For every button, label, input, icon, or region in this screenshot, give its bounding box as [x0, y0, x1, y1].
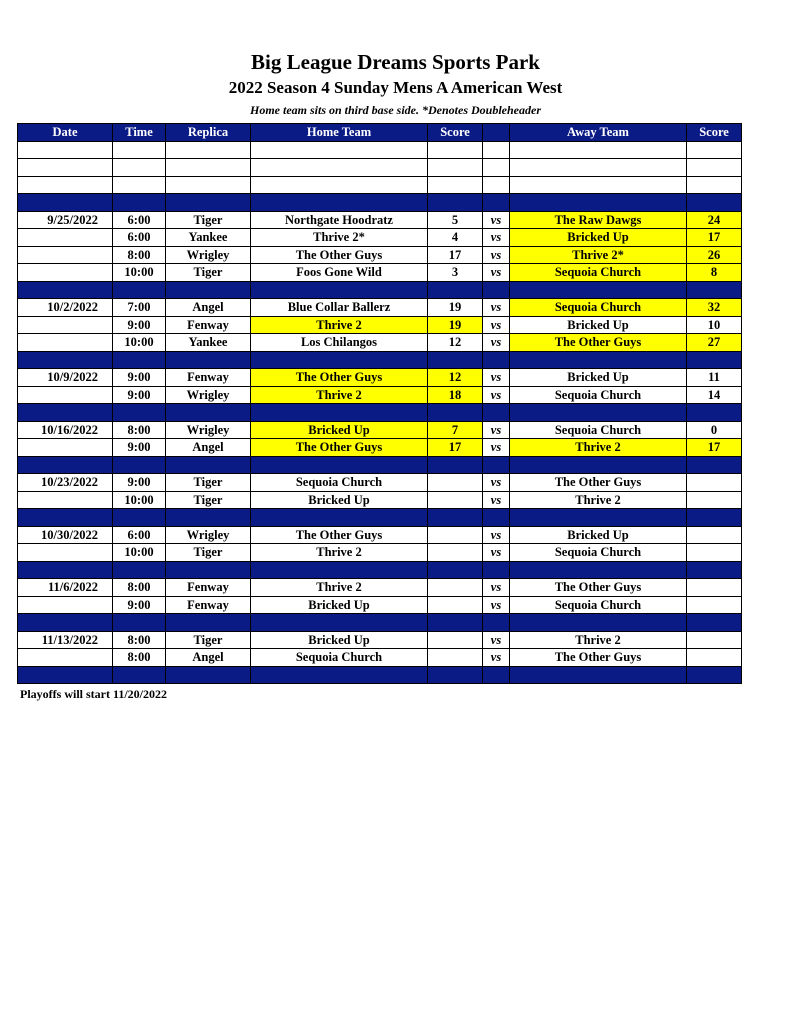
game-row	[18, 316, 742, 334]
game-field: Fenway	[166, 596, 251, 614]
empty-cell	[18, 456, 113, 474]
game-time: 10:00	[113, 334, 166, 352]
empty-cell	[166, 614, 251, 632]
empty-cell	[428, 509, 483, 527]
away-team: Thrive 2	[510, 439, 687, 457]
home-score	[428, 631, 483, 649]
game-time: 9:00	[113, 316, 166, 334]
empty-cell	[428, 456, 483, 474]
game-date: 10/23/2022	[18, 474, 113, 492]
away-score: 11	[687, 369, 742, 387]
game-date	[18, 439, 113, 457]
away-score: 0	[687, 421, 742, 439]
home-score	[428, 649, 483, 667]
away-score	[687, 526, 742, 544]
empty-cell	[483, 176, 510, 194]
empty-cell	[18, 666, 113, 684]
empty-cell	[251, 351, 428, 369]
home-team: The Other Guys	[251, 246, 428, 264]
vs-label: vs	[483, 491, 510, 509]
header-row	[18, 124, 742, 142]
empty-cell	[428, 281, 483, 299]
empty-cell	[428, 159, 483, 177]
vs-label: vs	[483, 386, 510, 404]
game-date	[18, 491, 113, 509]
empty-cell	[483, 561, 510, 579]
game-row	[18, 369, 742, 387]
blank-row	[18, 141, 742, 159]
away-score	[687, 544, 742, 562]
away-score: 10	[687, 316, 742, 334]
game-time: 6:00	[113, 526, 166, 544]
game-date: 10/9/2022	[18, 369, 113, 387]
empty-cell	[166, 159, 251, 177]
empty-cell	[510, 351, 687, 369]
empty-cell	[483, 666, 510, 684]
game-field: Tiger	[166, 474, 251, 492]
empty-cell	[18, 509, 113, 527]
home-team: Los Chilangos	[251, 334, 428, 352]
game-date	[18, 596, 113, 614]
empty-cell	[510, 614, 687, 632]
away-team: Bricked Up	[510, 526, 687, 544]
empty-cell	[251, 141, 428, 159]
empty-cell	[113, 159, 166, 177]
page-subtitle: 2022 Season 4 Sunday Mens A American West	[228, 78, 563, 97]
home-score	[428, 544, 483, 562]
empty-cell	[113, 456, 166, 474]
vs-label: vs	[483, 544, 510, 562]
vs-label: vs	[483, 369, 510, 387]
empty-cell	[483, 351, 510, 369]
vs-label: vs	[483, 474, 510, 492]
empty-cell	[251, 404, 428, 422]
home-score: 12	[428, 369, 483, 387]
page-title: Big League Dreams Sports Park	[251, 50, 540, 74]
away-team: Sequoia Church	[510, 264, 687, 282]
game-row	[18, 474, 742, 492]
empty-cell	[251, 456, 428, 474]
game-time: 10:00	[113, 544, 166, 562]
home-score: 3	[428, 264, 483, 282]
away-score: 26	[687, 246, 742, 264]
empty-cell	[251, 561, 428, 579]
empty-cell	[251, 194, 428, 212]
home-score: 19	[428, 316, 483, 334]
empty-cell	[510, 281, 687, 299]
vs-label: vs	[483, 246, 510, 264]
game-field: Tiger	[166, 264, 251, 282]
col-home-score: Score	[428, 124, 483, 142]
empty-cell	[251, 614, 428, 632]
empty-cell	[428, 404, 483, 422]
home-team: Sequoia Church	[251, 474, 428, 492]
empty-cell	[251, 666, 428, 684]
empty-cell	[687, 404, 742, 422]
empty-cell	[483, 509, 510, 527]
empty-cell	[510, 141, 687, 159]
game-date	[18, 264, 113, 282]
away-team: Sequoia Church	[510, 386, 687, 404]
game-row	[18, 631, 742, 649]
game-field: Fenway	[166, 369, 251, 387]
empty-cell	[687, 614, 742, 632]
game-time: 10:00	[113, 491, 166, 509]
vs-label: vs	[483, 439, 510, 457]
game-date: 11/6/2022	[18, 579, 113, 597]
game-field: Angel	[166, 649, 251, 667]
empty-cell	[687, 561, 742, 579]
empty-cell	[113, 561, 166, 579]
home-score	[428, 491, 483, 509]
away-team: Thrive 2	[510, 491, 687, 509]
game-field: Yankee	[166, 229, 251, 247]
empty-cell	[113, 509, 166, 527]
home-score	[428, 579, 483, 597]
game-time: 9:00	[113, 386, 166, 404]
game-date	[18, 334, 113, 352]
empty-cell	[510, 666, 687, 684]
schedule-note: Home team sits on third base side. *Denotes Doubleheader	[250, 103, 541, 117]
empty-cell	[428, 176, 483, 194]
empty-cell	[483, 456, 510, 474]
vs-label: vs	[483, 229, 510, 247]
away-score: 27	[687, 334, 742, 352]
home-score: 17	[428, 246, 483, 264]
game-row	[18, 439, 742, 457]
game-time: 10:00	[113, 264, 166, 282]
game-field: Fenway	[166, 316, 251, 334]
empty-cell	[428, 141, 483, 159]
empty-cell	[483, 614, 510, 632]
game-row	[18, 649, 742, 667]
home-score: 19	[428, 299, 483, 317]
empty-cell	[510, 509, 687, 527]
game-time: 9:00	[113, 596, 166, 614]
home-team: Thrive 2*	[251, 229, 428, 247]
game-row	[18, 596, 742, 614]
empty-cell	[18, 561, 113, 579]
separator-band	[18, 351, 742, 369]
game-date: 10/30/2022	[18, 526, 113, 544]
empty-cell	[166, 509, 251, 527]
empty-cell	[18, 351, 113, 369]
away-team: The Raw Dawgs	[510, 211, 687, 229]
empty-cell	[687, 666, 742, 684]
game-field: Tiger	[166, 211, 251, 229]
home-team: Bricked Up	[251, 421, 428, 439]
vs-label: vs	[483, 316, 510, 334]
vs-label: vs	[483, 421, 510, 439]
away-score: 17	[687, 229, 742, 247]
vs-label: vs	[483, 649, 510, 667]
empty-cell	[166, 176, 251, 194]
empty-cell	[166, 194, 251, 212]
game-time: 8:00	[113, 246, 166, 264]
home-team: Blue Collar Ballerz	[251, 299, 428, 317]
empty-cell	[166, 281, 251, 299]
game-field: Fenway	[166, 579, 251, 597]
away-team: The Other Guys	[510, 649, 687, 667]
away-team: Thrive 2*	[510, 246, 687, 264]
game-date	[18, 386, 113, 404]
away-team: Sequoia Church	[510, 421, 687, 439]
game-time: 8:00	[113, 631, 166, 649]
empty-cell	[483, 159, 510, 177]
away-team: Bricked Up	[510, 316, 687, 334]
away-team: Bricked Up	[510, 369, 687, 387]
away-team: Bricked Up	[510, 229, 687, 247]
game-time: 6:00	[113, 229, 166, 247]
empty-cell	[687, 281, 742, 299]
game-field: Tiger	[166, 491, 251, 509]
empty-cell	[251, 159, 428, 177]
empty-cell	[687, 351, 742, 369]
empty-cell	[251, 509, 428, 527]
empty-cell	[687, 141, 742, 159]
game-field: Wrigley	[166, 246, 251, 264]
empty-cell	[510, 404, 687, 422]
empty-cell	[166, 666, 251, 684]
home-team: Bricked Up	[251, 491, 428, 509]
away-team: Sequoia Church	[510, 299, 687, 317]
empty-cell	[510, 159, 687, 177]
col-time: Time	[113, 124, 166, 142]
home-score: 12	[428, 334, 483, 352]
schedule-body	[18, 141, 742, 684]
empty-cell	[510, 456, 687, 474]
home-score: 17	[428, 439, 483, 457]
game-row	[18, 579, 742, 597]
separator-band	[18, 509, 742, 527]
separator-band	[18, 194, 742, 212]
home-team: Sequoia Church	[251, 649, 428, 667]
game-date	[18, 544, 113, 562]
game-field: Tiger	[166, 544, 251, 562]
away-score	[687, 474, 742, 492]
col-away-score: Score	[687, 124, 742, 142]
game-row	[18, 544, 742, 562]
col-date: Date	[18, 124, 113, 142]
blank-row	[18, 176, 742, 194]
away-score	[687, 579, 742, 597]
game-field: Wrigley	[166, 386, 251, 404]
empty-cell	[113, 666, 166, 684]
playoffs-note: Playoffs will start 11/20/2022	[20, 687, 167, 701]
game-field: Yankee	[166, 334, 251, 352]
game-date: 10/16/2022	[18, 421, 113, 439]
vs-label: vs	[483, 596, 510, 614]
game-time: 7:00	[113, 299, 166, 317]
empty-cell	[166, 456, 251, 474]
home-score: 4	[428, 229, 483, 247]
home-team: The Other Guys	[251, 439, 428, 457]
empty-cell	[687, 176, 742, 194]
empty-cell	[483, 404, 510, 422]
game-row	[18, 246, 742, 264]
game-row	[18, 421, 742, 439]
empty-cell	[166, 141, 251, 159]
separator-band	[18, 666, 742, 684]
separator-band	[18, 456, 742, 474]
blank-row	[18, 159, 742, 177]
away-team: Sequoia Church	[510, 544, 687, 562]
empty-cell	[510, 561, 687, 579]
away-score: 24	[687, 211, 742, 229]
empty-cell	[166, 561, 251, 579]
empty-cell	[113, 176, 166, 194]
empty-cell	[113, 141, 166, 159]
home-team: Bricked Up	[251, 631, 428, 649]
col-vs	[483, 124, 510, 142]
game-field: Wrigley	[166, 526, 251, 544]
empty-cell	[251, 176, 428, 194]
separator-band	[18, 404, 742, 422]
away-score	[687, 649, 742, 667]
away-team: The Other Guys	[510, 334, 687, 352]
game-time: 8:00	[113, 649, 166, 667]
empty-cell	[251, 281, 428, 299]
game-time: 9:00	[113, 474, 166, 492]
home-team: The Other Guys	[251, 526, 428, 544]
empty-cell	[687, 159, 742, 177]
game-time: 6:00	[113, 211, 166, 229]
empty-cell	[428, 351, 483, 369]
game-time: 9:00	[113, 369, 166, 387]
vs-label: vs	[483, 334, 510, 352]
away-team: The Other Guys	[510, 474, 687, 492]
home-team: Thrive 2	[251, 386, 428, 404]
empty-cell	[113, 614, 166, 632]
away-score: 14	[687, 386, 742, 404]
empty-cell	[18, 614, 113, 632]
empty-cell	[18, 194, 113, 212]
empty-cell	[687, 194, 742, 212]
away-score: 32	[687, 299, 742, 317]
home-score: 18	[428, 386, 483, 404]
empty-cell	[113, 404, 166, 422]
game-row	[18, 211, 742, 229]
col-home-team: Home Team	[251, 124, 428, 142]
game-row	[18, 299, 742, 317]
empty-cell	[18, 404, 113, 422]
home-score	[428, 474, 483, 492]
game-field: Angel	[166, 299, 251, 317]
vs-label: vs	[483, 299, 510, 317]
home-score: 7	[428, 421, 483, 439]
game-field: Angel	[166, 439, 251, 457]
separator-band	[18, 281, 742, 299]
home-team: Thrive 2	[251, 579, 428, 597]
separator-band	[18, 614, 742, 632]
schedule-table	[17, 123, 742, 684]
empty-cell	[166, 351, 251, 369]
empty-cell	[113, 351, 166, 369]
game-date	[18, 229, 113, 247]
away-team: The Other Guys	[510, 579, 687, 597]
away-score	[687, 491, 742, 509]
game-field: Wrigley	[166, 421, 251, 439]
home-score: 5	[428, 211, 483, 229]
game-row	[18, 229, 742, 247]
game-date: 9/25/2022	[18, 211, 113, 229]
empty-cell	[166, 404, 251, 422]
vs-label: vs	[483, 631, 510, 649]
vs-label: vs	[483, 211, 510, 229]
game-field: Tiger	[166, 631, 251, 649]
empty-cell	[428, 561, 483, 579]
empty-cell	[483, 141, 510, 159]
empty-cell	[113, 194, 166, 212]
game-time: 8:00	[113, 421, 166, 439]
empty-cell	[18, 281, 113, 299]
home-team: Bricked Up	[251, 596, 428, 614]
vs-label: vs	[483, 526, 510, 544]
away-score: 8	[687, 264, 742, 282]
game-row	[18, 386, 742, 404]
game-date: 10/2/2022	[18, 299, 113, 317]
empty-cell	[510, 194, 687, 212]
game-row	[18, 491, 742, 509]
game-time: 8:00	[113, 579, 166, 597]
home-team: Northgate Hoodratz	[251, 211, 428, 229]
away-score	[687, 596, 742, 614]
home-team: Thrive 2	[251, 544, 428, 562]
game-time: 9:00	[113, 439, 166, 457]
vs-label: vs	[483, 579, 510, 597]
game-row	[18, 334, 742, 352]
col-replica: Replica	[166, 124, 251, 142]
away-score	[687, 631, 742, 649]
away-team: Thrive 2	[510, 631, 687, 649]
game-date	[18, 649, 113, 667]
empty-cell	[18, 141, 113, 159]
game-row	[18, 526, 742, 544]
empty-cell	[483, 281, 510, 299]
home-score	[428, 526, 483, 544]
game-row	[18, 264, 742, 282]
empty-cell	[428, 614, 483, 632]
empty-cell	[18, 159, 113, 177]
away-team: Sequoia Church	[510, 596, 687, 614]
game-date	[18, 316, 113, 334]
empty-cell	[113, 281, 166, 299]
home-team: Thrive 2	[251, 316, 428, 334]
home-team: The Other Guys	[251, 369, 428, 387]
game-date	[18, 246, 113, 264]
vs-label: vs	[483, 264, 510, 282]
empty-cell	[510, 176, 687, 194]
away-score: 17	[687, 439, 742, 457]
game-date: 11/13/2022	[18, 631, 113, 649]
col-away-team: Away Team	[510, 124, 687, 142]
empty-cell	[428, 666, 483, 684]
separator-band	[18, 561, 742, 579]
empty-cell	[18, 176, 113, 194]
home-team: Foos Gone Wild	[251, 264, 428, 282]
home-score	[428, 596, 483, 614]
empty-cell	[483, 194, 510, 212]
empty-cell	[687, 456, 742, 474]
empty-cell	[428, 194, 483, 212]
empty-cell	[687, 509, 742, 527]
